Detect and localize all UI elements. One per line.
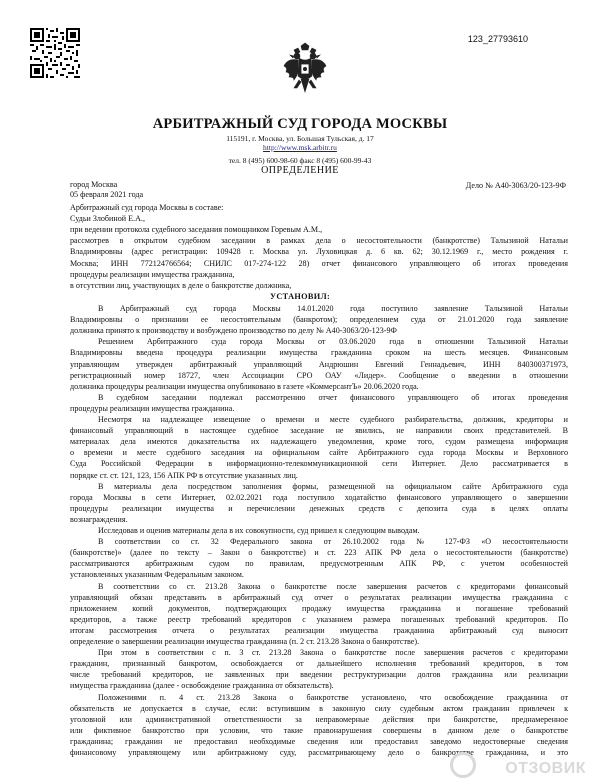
document-type-title: ОПРЕДЕЛЕНИЕ bbox=[261, 165, 339, 176]
established-heading: УСТАНОВИЛ: bbox=[269, 292, 331, 301]
document-date: 05 февраля 2021 года bbox=[70, 190, 144, 199]
body-line: города Москвы в сети Интернет, 02.02.2021 года поступило ходатайство финансового управляющего о завершении bbox=[70, 492, 568, 502]
body-line: должника процедуры реализации имущества опубликовано в газете «КоммерсантЪ» 20.06.2020 года. bbox=[70, 381, 419, 391]
body-line: Решением Арбитражного суда города Москвы от 03.06.2020 года в отношении Талызиной Натальи bbox=[98, 337, 568, 347]
body-line: В Арбитражный суд города Москвы 14.01.2020 года поступило заявление Талызиной Натальи bbox=[98, 304, 568, 313]
intro-line: при ведении протокола судебного заседания помощником Горевым А.М., bbox=[70, 225, 323, 235]
body-line: гражданин, признанный банкротом, освобождается от дальнейшего исполнения требований кредиторов, в том bbox=[70, 659, 568, 669]
intro-line: Москва; ИНН 772124766564; СНИЛС 017-274-122 28) отчет финансового управляющего об итогах проведения bbox=[70, 258, 568, 268]
court-name-heading: АРБИТРАЖНЫЙ СУД ГОРОДА МОСКВЫ bbox=[152, 116, 448, 132]
body-line: регистрационный номер 18727, член Ассоциации СРО ОАУ «Лидер». Сообщение о введении в отношении bbox=[70, 370, 568, 380]
intro-line: Арбитражный суд города Москвы в составе: bbox=[70, 203, 224, 212]
court-address: 115191, г. Москва, ул. Большая Тульская, д. 17 bbox=[226, 134, 374, 143]
body-line: или фиктивное банкротство при условии, что такие правонарушения совершены в данном деле о банкротстве bbox=[70, 725, 568, 735]
body-line: уголовной или административной ответственности за неправомерные действия при банкротстве, преднамеренное bbox=[70, 714, 568, 724]
body-line: финансовому управляющему или арбитражному суду, рассматривающему дело о банкротстве гражданина, и это bbox=[70, 748, 568, 757]
body-line: должника принято к производству и возбуждено производство по делу № А40-3063/20-123-9Ф bbox=[70, 326, 397, 336]
court-phones: тел. 8 (495) 600-98-60 факс 8 (495) 600-99-43 bbox=[228, 156, 372, 165]
body-line: имущества гражданина (далее - освобождение гражданина от обязательств). bbox=[70, 681, 334, 691]
body-line: Владимировны о признании ее несостоятельным (банкротом); определением суда от 21.01.2020 года заявление bbox=[70, 315, 568, 325]
qr-code bbox=[30, 28, 80, 78]
body-line: Суда Российской Федерации в информационно-телекоммуникационной сети Интернет. Дело рассматривается в bbox=[70, 459, 568, 469]
intro-line: Владимировны (адрес регистрации: 109428 г. Москва ул. Луховицкая д. 6 кв. 62; 30.12.1969 г., место рождения г. bbox=[70, 247, 568, 257]
body-line: Положениями п. 4 ст. 213.28 Закона о банкротстве установлено, что освобождение гражданина от bbox=[98, 692, 568, 702]
body-line: порядке ст. ст. 121, 123, 156 АПК РФ в отсутствие указанных лиц. bbox=[70, 470, 298, 480]
body-line: В материалы дела посредством заполнения формы, размещенной на официальном сайте Арбитражного суда bbox=[98, 481, 568, 491]
body-line: В судебном заседании подлежал рассмотрению отчет финансового управляющего об итогах проведения bbox=[98, 392, 568, 402]
double-headed-eagle-emblem-icon bbox=[282, 42, 328, 100]
body-line: приложением копий документов, подтверждающих продажу имущества гражданина и погашение требований bbox=[70, 603, 568, 613]
body-line: При этом в соответствии с п. 3 ст. 213.28 Закона о банкротстве после завершения расчетов с кредиторами bbox=[98, 648, 568, 658]
body-line: гражданина; гражданин не предоставил необходимые сведения или предоставил заведомо недостоверные сведения bbox=[70, 736, 568, 746]
body-line: Исследовав и оценив материалы дела в их совокупности, суд пришел к следующим выводам. bbox=[98, 526, 420, 535]
body-line: управляющим утвержден арбитражный управляющий Андрюшин Евгений Геннадьевич, ИНН 840300371973, bbox=[70, 359, 568, 369]
body-line: материалах дела имеются доказательства их надлежащего уведомления, кроме того, судом размещена информация bbox=[70, 437, 568, 447]
body-line: вознаграждения. bbox=[70, 514, 128, 524]
intro-line: в отсутствии лиц, участвующих в деле о банкротстве должника, bbox=[70, 280, 292, 290]
body-line: рассматриваются арбитражным судом по правилам, предусмотренным АПК РФ, с учетом особенностей bbox=[70, 559, 568, 569]
watermark-logo-icon bbox=[450, 752, 476, 778]
document-code: 123_27793610 bbox=[467, 34, 528, 44]
body-line: установленных указанным Федеральным законом. bbox=[70, 570, 244, 580]
body-line: определение о завершении реализации имущества гражданина (п. 2 ст. 213.28 Закона о банкротстве). bbox=[70, 637, 420, 646]
body-line: В соответствии со ст. 32 Федерального закона от 26.10.2002 года № 127-ФЗ «О несостоятельности bbox=[98, 537, 568, 547]
body-line: процедуры реализации имущества гражданина. bbox=[70, 403, 235, 413]
body-line: числе требований кредиторов, не заявленных при введении реструктуризации долгов гражданина или реализации bbox=[70, 670, 568, 680]
body-line: Владимировны введена процедура реализации имущества гражданина сроком на шесть месяцев. Финансовым bbox=[70, 348, 568, 358]
intro-line: Судьи Злобиной Е.А., bbox=[70, 214, 145, 224]
body-line: процедуры реализации имущества и перечислении денежных средств с депозита суда в целях оплаты bbox=[70, 503, 568, 513]
body-line: финансовый управляющий в настоящее судебное заседание не явились, не направили своих представителей. В bbox=[70, 426, 568, 436]
court-website-link[interactable]: http://www.msk.arbitr.ru bbox=[263, 143, 337, 152]
watermark-text: ОТЗОВИК bbox=[505, 760, 586, 777]
body-line: обязательств не допускается в случае, если: вступившим в законную силу судебным актом гражданин привлечен к bbox=[70, 703, 568, 713]
body-line: о времени и месте судебного заседания на официальном сайте Арбитражного суда города Москвы и Верховного bbox=[70, 448, 568, 458]
body-line: Несмотря на надлежащее извещение о времени и месте судебного разбирательства, должник, кредиторы и bbox=[98, 415, 568, 424]
case-number: Дело № А40-3063/20-123-9Ф bbox=[465, 181, 566, 190]
city-label: город Москва bbox=[70, 180, 118, 189]
body-line: кредиторов, а также реестр требований кредиторов с указанием размера погашенных требований кредиторов. По bbox=[70, 614, 568, 624]
body-line: (банкротстве)» (далее по тексту – Закон о банкротстве) и ст. 223 АПК РФ дела о несостоятельности (банкротстве) bbox=[70, 548, 568, 558]
body-line: В соответствии со ст. 213.28 Закона о банкротстве после завершения расчетов с кредиторами финансовый bbox=[98, 581, 568, 591]
body-line: управляющий обязан представить в арбитражный суд отчет о результатах реализации имущества гражданина с bbox=[70, 592, 568, 602]
intro-line: рассмотрев в открытом судебном заседании в рамках дела о несостоятельности (банкротстве) Талызиной Натальи bbox=[70, 236, 568, 246]
body-line: итогам рассмотрения отчета о результатах реализации имущества гражданина арбитражный суд выносит bbox=[70, 625, 568, 635]
intro-line: процедуры реализации имущества гражданина, bbox=[70, 269, 235, 279]
